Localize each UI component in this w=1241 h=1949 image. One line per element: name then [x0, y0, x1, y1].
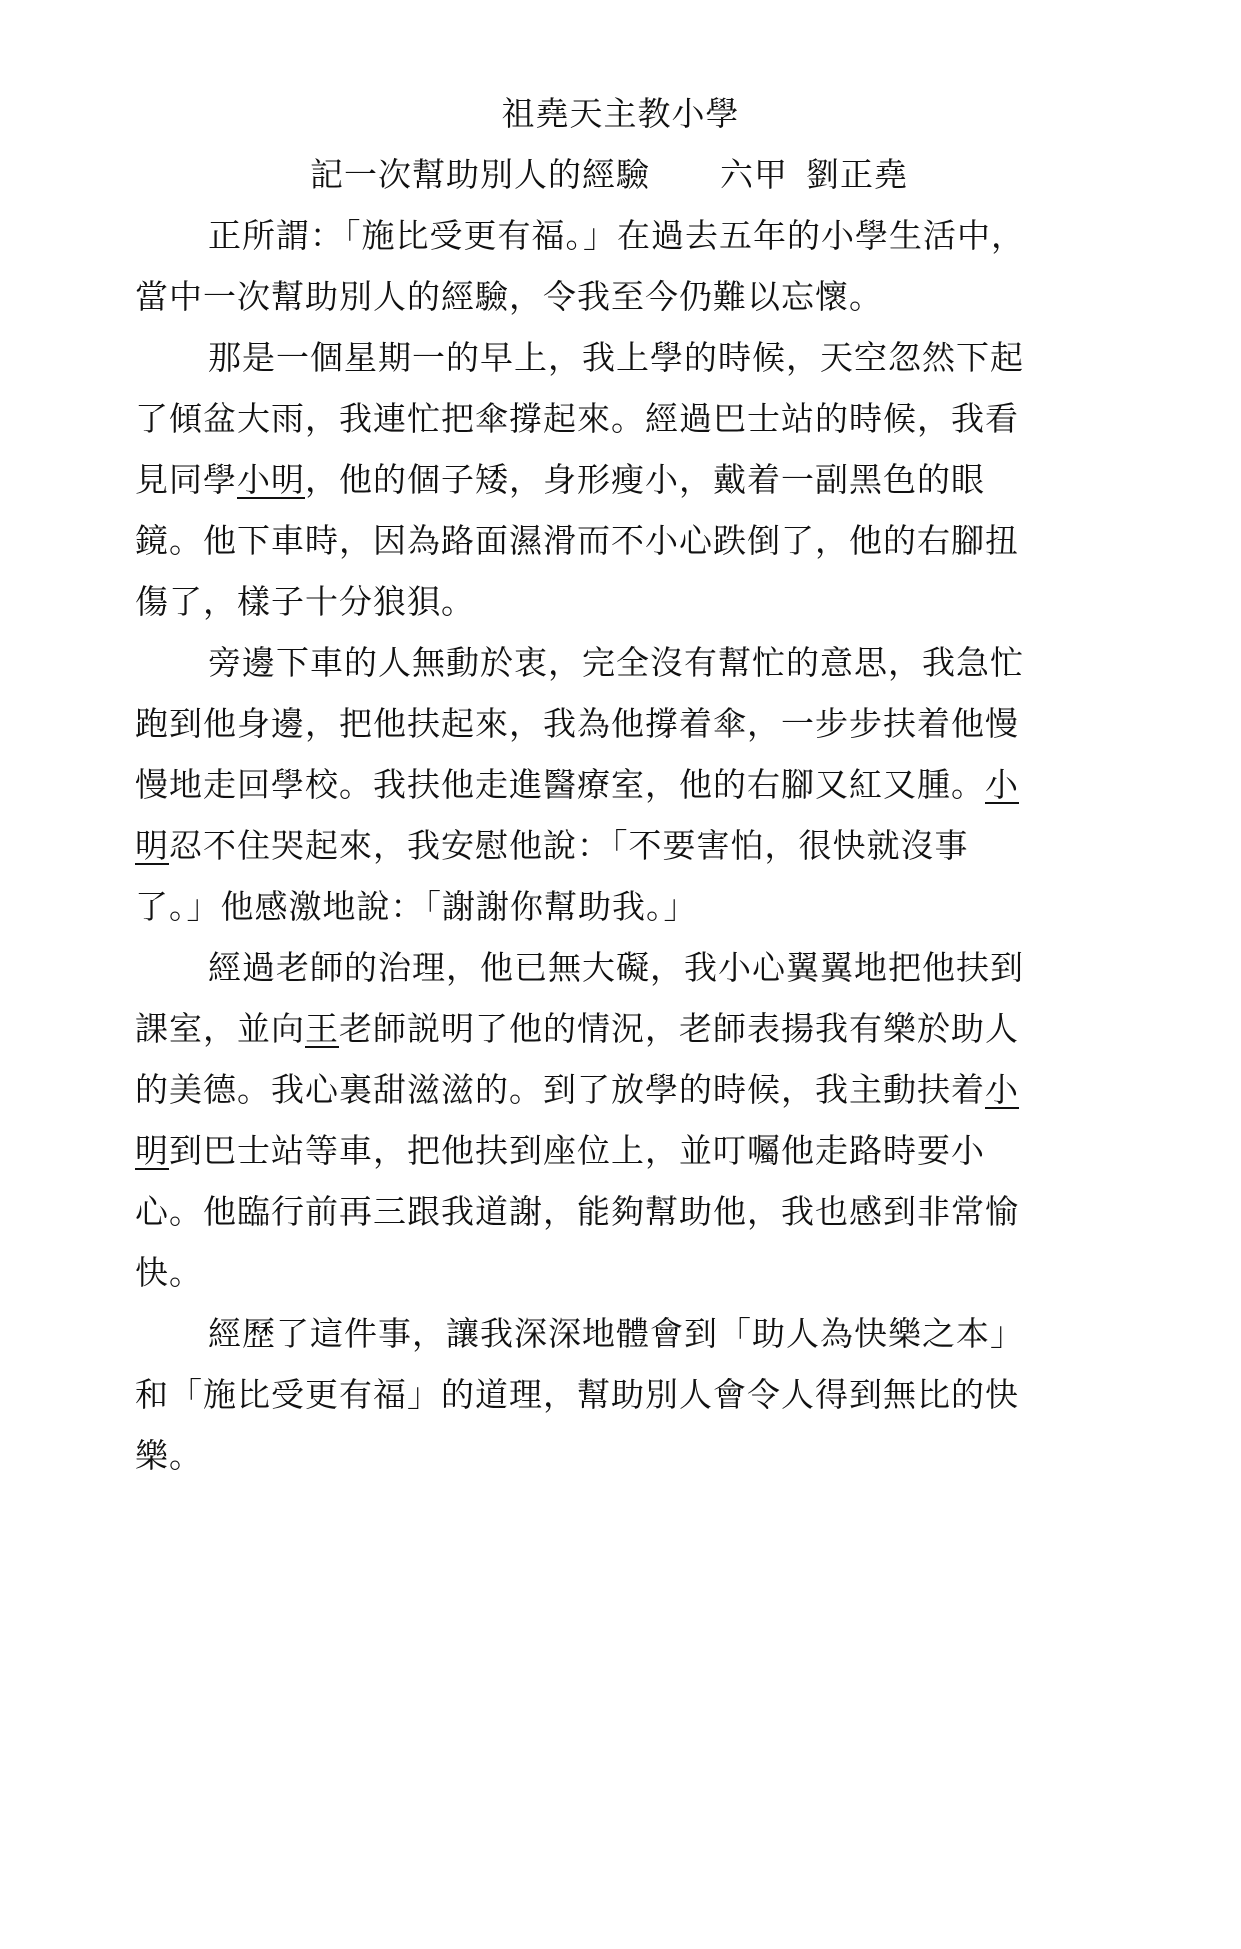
paragraph-4-line-2	[135, 1007, 1241, 1051]
text-segment: 到巴士站等車，把他扶到座位上，並叮囑他走路時要小	[169, 1131, 985, 1170]
paragraph-2-line-1: 那是一個星期一的早上，我上學的時候，天空忽然下起	[208, 338, 1024, 377]
paragraph-2-line-5: 傷了，樣子十分狼狽。	[135, 582, 475, 621]
text-segment: 見同學	[135, 460, 237, 499]
text-segment: 忍不住哭起來，我安慰他說：「不要害怕，很快就沒事	[169, 826, 969, 865]
proper-name-underlined: 小	[985, 765, 1019, 804]
paragraph-2-line-2: 了傾盆大雨，我連忙把傘撐起來。經過巴士站的時候，我看	[135, 399, 1019, 438]
paragraph-4-line-3	[135, 1068, 1241, 1112]
proper-name-underlined: 王	[305, 1009, 339, 1048]
student-name: 劉正堯	[806, 155, 908, 194]
text-segment: 的美德。我心裏甜滋滋的。到了放學的時候，我主動扶着	[135, 1070, 985, 1109]
essay-title: 記一次幫助別人的經驗	[310, 155, 650, 194]
author-info	[720, 155, 908, 194]
paragraph-5-line-2: 和「施比受更有福」的道理，幫助別人會令人得到無比的快	[135, 1375, 1019, 1414]
proper-name-underlined: 明	[135, 1131, 169, 1170]
paragraph-3-line-3	[135, 763, 1241, 807]
paragraph-3-line-1: 旁邊下車的人無動於衷，完全沒有幫忙的意思，我急忙	[208, 643, 1024, 682]
paragraph-1-line-1: 正所謂：「施比受更有福。」在過去五年的小學生活中，	[208, 216, 1025, 255]
proper-name-underlined: 小	[985, 1070, 1019, 1109]
paragraph-4-line-4	[135, 1129, 1241, 1173]
text-segment: 課室，並向	[135, 1009, 305, 1048]
text-segment: 慢地走回學校。我扶他走進醫療室，他的右腳又紅又腫。	[135, 765, 985, 804]
paragraph-2-line-4: 鏡。他下車時，因為路面濕滑而不小心跌倒了，他的右腳扭	[135, 521, 1019, 560]
paragraph-5-line-1: 經歷了這件事，讓我深深地體會到「助人為快樂之本」	[208, 1314, 1024, 1353]
essay-title-row	[310, 153, 1241, 197]
paragraph-2-line-3	[135, 458, 1241, 502]
paragraph-3-line-4	[135, 824, 1241, 868]
paragraph-3-line-5: 了。」他感激地說：「謝謝你幫助我。」	[135, 887, 698, 926]
paragraph-4-line-6: 快。	[135, 1253, 203, 1292]
paragraph-4-line-5: 心。他臨行前再三跟我道謝，能夠幫助他，我也感到非常愉	[135, 1192, 1019, 1231]
proper-name-underlined: 小明	[237, 460, 305, 499]
paragraph-4-line-1: 經過老師的治理，他已無大礙，我小心翼翼地把他扶到	[208, 948, 1024, 987]
text-segment: ，他的個子矮，身形瘦小，戴着一副黑色的眼	[305, 460, 985, 499]
paragraph-1-line-2: 當中一次幫助別人的經驗，令我至今仍難以忘懷。	[135, 277, 883, 316]
paragraph-5-line-3: 樂。	[135, 1436, 203, 1475]
proper-name-underlined: 明	[135, 826, 169, 865]
paragraph-3-line-2: 跑到他身邊，把他扶起來，我為他撐着傘，一步步扶着他慢	[135, 704, 1019, 743]
text-segment: 老師説明了他的情況，老師表揚我有樂於助人	[339, 1009, 1019, 1048]
school-name: 祖堯天主教小學	[501, 94, 740, 133]
student-class: 六甲	[720, 155, 788, 194]
